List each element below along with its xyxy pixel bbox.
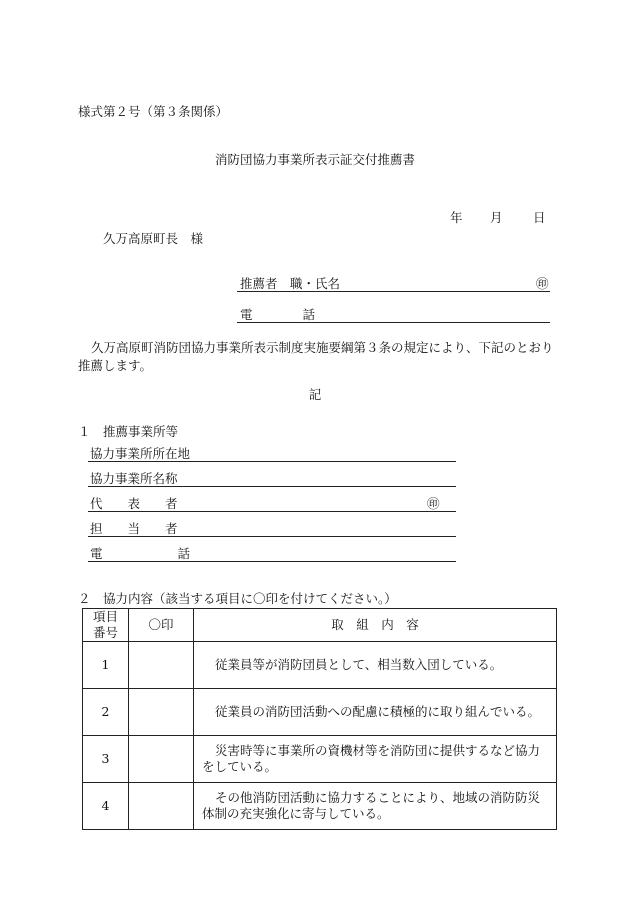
row-number: 4: [83, 783, 129, 830]
row-content: [194, 736, 557, 783]
row-content-text: 従業員等が消防団員として、相当数入団している。: [215, 657, 503, 672]
row-mark-cell[interactable]: [129, 642, 194, 689]
cooperation-table: [82, 608, 557, 830]
representative-seal-icon: ㊞: [427, 496, 440, 511]
ki-label: 記: [308, 387, 322, 402]
row-number: 3: [83, 736, 129, 783]
row-content-text: その他消防団活動に協力することにより、地域の消防防災体制の充実強化に寄与している。: [202, 790, 541, 821]
form-number: 様式第２号（第３条関係）: [78, 104, 229, 119]
row-content: [194, 689, 557, 736]
contact-person-label: 担 当 者: [90, 521, 178, 536]
body-text: 久万高原町消防団協力事業所表示制度実施要綱第３条の規定により、下記のとおり推薦します。: [78, 340, 554, 373]
table-row: [83, 642, 557, 689]
section2-heading: ２ 協力内容（該当する項目に〇印を付けてください。）: [78, 591, 397, 606]
row-number: 1: [83, 642, 129, 689]
row-number: 2: [83, 689, 129, 736]
row-mark-cell[interactable]: [129, 736, 194, 783]
col-number-header: 項目 番号: [83, 609, 129, 642]
representative-label: 代 表 者: [90, 496, 178, 511]
representative-line: [88, 511, 456, 512]
row-content: [194, 783, 557, 830]
addressee: 久万高原町長 様: [103, 231, 204, 246]
recommender-label: 推薦者 職・氏名: [240, 276, 341, 291]
seal-icon: ㊞: [536, 276, 549, 291]
company-name-line: [88, 486, 456, 487]
table-row: [83, 736, 557, 783]
table-row: [83, 689, 557, 736]
table-header-row: [83, 609, 557, 642]
row-content-text: 災害時等に事業所の資機材等を消防団に提供するなど協力をしている。: [202, 743, 541, 774]
company-name-label: 協力事業所名称: [90, 471, 178, 486]
document-title: 消防団協力事業所表示証交付推薦書: [214, 152, 415, 167]
location-label: 協力事業所所在地: [90, 446, 191, 461]
company-phone-line: [88, 561, 456, 562]
row-content-text: 従業員の消防団活動への配慮に積極的に取り組んでいる。: [215, 704, 541, 719]
location-line: [88, 461, 456, 462]
col-content-header: 取 組 内 容: [194, 609, 557, 642]
date-year-label: 年: [450, 210, 463, 225]
section1-heading: １ 推薦事業所等: [78, 424, 179, 439]
recommender-phone-line: [237, 322, 550, 323]
row-mark-cell[interactable]: [129, 783, 194, 830]
recommender-line: [237, 291, 550, 292]
table-row: [83, 783, 557, 830]
row-mark-cell[interactable]: [129, 689, 194, 736]
recommender-phone-label: 電 話: [240, 307, 316, 322]
company-phone-label: 電 話: [90, 546, 191, 561]
contact-person-line: [88, 536, 456, 537]
date-day-label: 日: [533, 210, 546, 225]
date-month-label: 月: [490, 210, 503, 225]
row-content: [194, 642, 557, 689]
col-mark-header: 〇印: [129, 609, 194, 642]
